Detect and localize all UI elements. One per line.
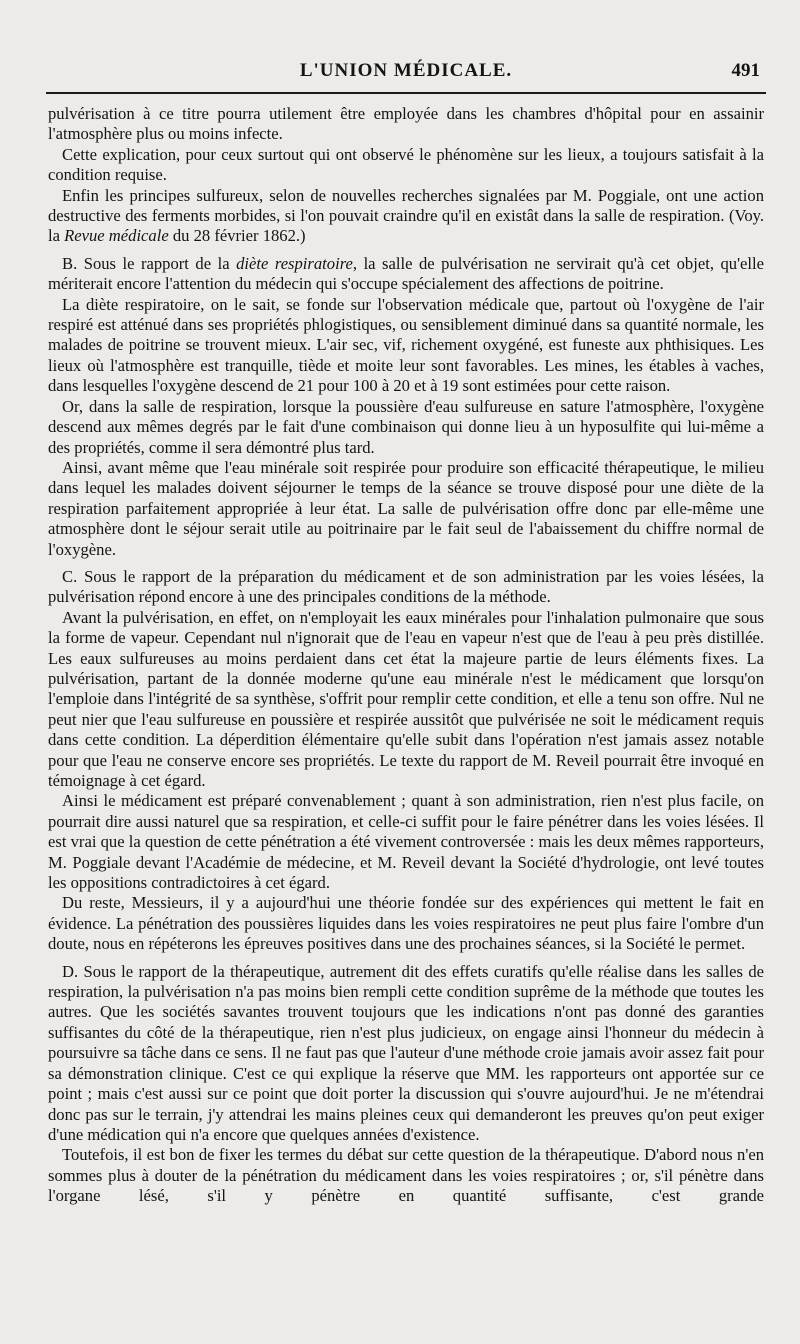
emphasis-term: diète respiratoire bbox=[236, 253, 353, 273]
paragraph-text: , la salle de pulvérisation ne servirait qu'à cet objet, qu'elle mériterait encore l'attention du médecin qui s'occupe spécialement des affections de poitrine. bbox=[48, 253, 765, 294]
page-number: 491 bbox=[731, 60, 760, 81]
paragraph: La diète respiratoire, on le sait, se fonde sur l'observation médicale que, partout où l'oxygène de l'air respiré est atténué dans ses propriétés phlogistiques, ou sensiblement diminué dans sa quantité normale, les malades de poitrine se trouvent mieux. L'air sec, vif, richement oxygéné, est funeste aux phthisiques. Les lieux où l'atmosphère est tranquille, tiède et moite leur sont favorables. Les mines, les étables à vaches, dans lesquelles l'oxygène descend de 21 pour 100 à 20 et à 19 sont estimées pour cette raison. bbox=[48, 294, 764, 396]
header-rule bbox=[46, 92, 766, 94]
paragraph: Avant la pulvérisation, en effet, on n'employait les eaux minérales pour l'inhalation pulmonaire que sous la forme de vapeur. Cependant nul n'ignorait que de l'eau en vapeur n'est que de l'eau à peu près distillée. Les eaux sulfureuses au moins perdaient dans cet état la majeure partie de leurs éléments fixes. La pulvérisation, partant de la donnée moderne qu'une eau minérale n'est le médicament que lorsqu'on l'emploie dans l'intégrité de sa synthèse, s'offrit pour remplir cette condition, et elle a tenu son offre. Nul ne peut nier que l'eau sulfureuse en poussière et respirée aussitôt que pulvérisée ne soit le médicament requis dans cette condition. La déperdition élémentaire qu'elle subit dans l'opération n'est jamais assez notable pour que l'eau ne conserve encore ses propriétés. Le texte du rapport de M. Reveil pourrait être invoqué en témoignage à cet égard. bbox=[48, 607, 764, 790]
paragraph: Or, dans la salle de respiration, lorsque la poussière d'eau sulfureuse en sature l'atmosphère, l'oxygène descend aux mêmes degrés par le fait d'une combinaison qui donne lieu à un hyposulfite qui lui-même a des propriétés, comme il sera démontré plus tard. bbox=[48, 396, 764, 457]
paragraph: Toutefois, il est bon de fixer les termes du débat sur cette question de la thérapeutique. D'abord nous n'en sommes plus à douter de la pénétration du médicament dans les voies respiratoires ; or, s'il pénètre dans l'organe lésé, s'il y pénètre en quantité suffisante, c'est grande bbox=[48, 1145, 764, 1206]
paragraph-text: Enfin les principes sulfureux, selon de nouvelles recherches signalées par M. Poggiale, ont une action destructive des ferments morbides, si l'on pouvait craindre qu'il en existât dans la salle de respiration. (Voy. la bbox=[48, 185, 764, 246]
paragraph: Cette explication, pour ceux surtout qui ont observé le phénomène sur les lieux, a toujours satisfait à la condition requise. bbox=[48, 144, 764, 185]
running-header bbox=[46, 58, 766, 88]
paragraph: Ainsi le médicament est préparé convenablement ; quant à son administration, rien n'est plus facile, on pourrait dire aussi naturel que sa respiration, et celle-ci suffit pour le faire pénétrer dans les voies lésées. Il est vrai que la question de cette pénétration a été vivement controversée : mais les deux mêmes rapporteurs, M. Poggiale devant l'Académie de médecine, et M. Reveil devant la Société d'hydrologie, ont levé toutes les oppositions contradictoires à cet égard. bbox=[48, 791, 764, 893]
paragraph: pulvérisation à ce titre pourra utilement être employée dans les chambres d'hôpital pour en assainir l'atmosphère plus ou moins infecte. bbox=[48, 104, 764, 144]
section-c: C. Sous le rapport de la préparation du médicament et de son administration par les voies lésées, la pulvérisation répond encore à une des principales conditions de la méthode. bbox=[48, 566, 764, 607]
journal-title: L'UNION MÉDICALE. bbox=[299, 60, 513, 81]
paragraph-text: du 28 février 1862.) bbox=[168, 226, 306, 246]
paragraph-text: B. Sous le rapport de la bbox=[62, 253, 237, 273]
paragraph: Ainsi, avant même que l'eau minérale soit respirée pour produire son efficacité thérapeutique, le milieu dans lequel les malades doivent séjourner le temps de la séance se trouve disposé pour une diète de la respiration parfaitement appropriée à leur état. La salle de pulvérisation offre donc par elle-même une atmosphère dont le séjour serait utile au poitrinaire par le fait seul de l'abaissement du chiffre normal de l'oxygène. bbox=[48, 457, 764, 559]
paragraph: Du reste, Messieurs, il y a aujourd'hui une théorie fondée sur des expériences qui mettent le fait en évidence. La pénétration des poussières liquides dans les voies respiratoires ne peut plus faire l'ombre d'un doute, nous en répéterons les épreuves positives dans une des prochaines séances, si la Société le permet. bbox=[48, 893, 764, 954]
paragraph bbox=[48, 186, 764, 247]
section-b bbox=[48, 254, 764, 295]
article-body bbox=[48, 104, 764, 1207]
section-d: D. Sous le rapport de la thérapeutique, autrement dit des effets curatifs qu'elle réalise dans les salles de respiration, la pulvérisation n'a pas moins bien rempli cette condition suprême de la méthode que toutes les autres. Que les sociétés savantes trouvent toujours que les indications n'ont pas donné des garanties suffisantes du côté de la thérapeutique, rien n'est plus judicieux, on engage ainsi l'honneur du médecin à poursuivre sa tâche dans ce sens. Il ne faut pas que l'auteur d'une méthode croie jamais avoir assez fait pour sa démonstration clinique. C'est ce qui explique la réserve que MM. les rapporteurs ont apportée sur ce point ; mais c'est aussi sur ce point que doit porter la discussion qui s'ouvre aujourd'hui. Je ne m'étendrai donc pas sur le terrain, j'y attendrai les mains pleines ceux qui demanderont les preuves qu'on peut exiger d'une médication qui n'a encore que quelques années d'existence. bbox=[48, 961, 764, 1144]
journal-reference: Revue médicale bbox=[64, 226, 169, 246]
